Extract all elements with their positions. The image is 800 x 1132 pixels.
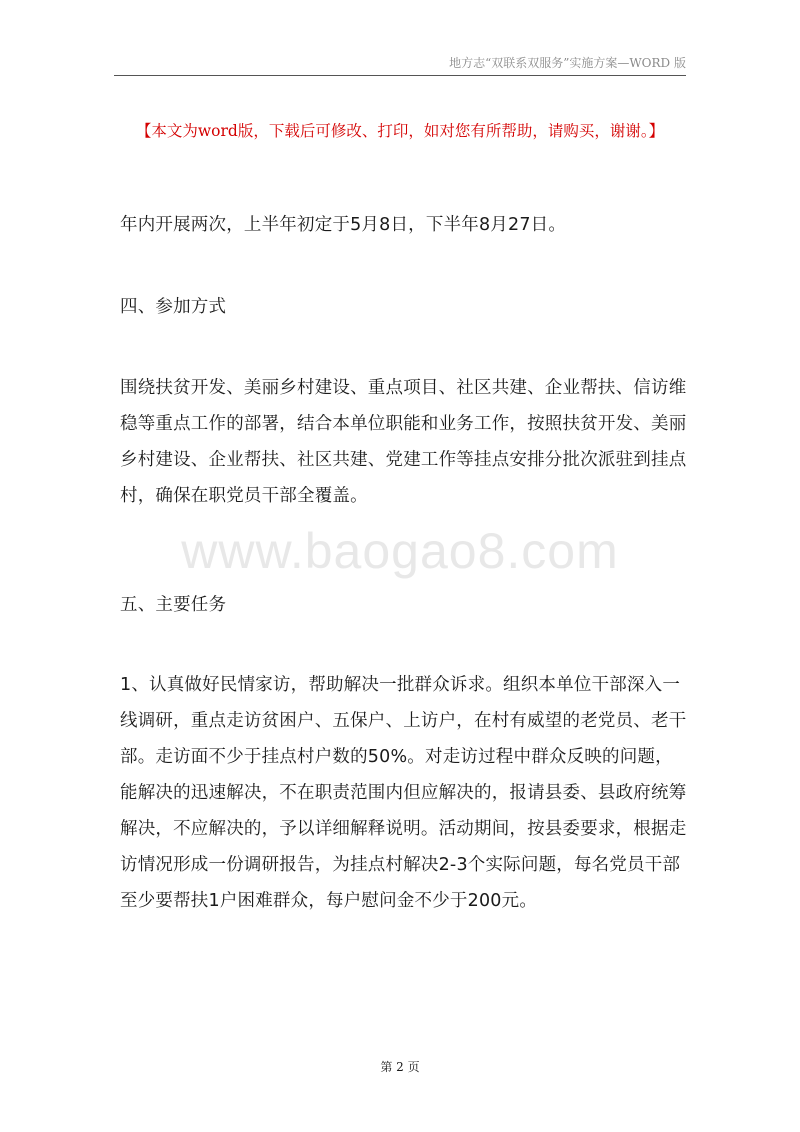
section-heading-main-tasks: 五、主要任务 [120, 595, 227, 615]
header-title: 地方志“双联系双服务”实施方案—WORD 版 [449, 56, 686, 70]
section-heading-participation: 四、参加方式 [120, 297, 227, 317]
page-number: 第 2 页 [380, 1060, 420, 1074]
paragraph-schedule: 年内开展两次，上半年初定于5月8日，下半年8月27日。 [120, 215, 567, 235]
header-divider [114, 75, 686, 76]
paragraph-task-1: 1、认真做好民情家访，帮助解决一批群众诉求。组织本单位干部深入一线调研，重点走访贫困户、五保户、上访户，在村有威望的老党员、老干部。走访面不少于挂点村户数的50%。对走访过程中群众反映的问题，能解决的迅速解决，不在职责范围内但应解决的，报请县委、县政府统筹解决，不应解决的，予以详细解释说明。活动期间，按县委要求，根据走访情况形成一份调研报告，为挂点村解决2-3个实际问题，每名党员干部至少要帮扶1户困难群众，每户慰问金不少于200元。 [120, 675, 687, 911]
paragraph-participation: 围绕扶贫开发、美丽乡村建设、重点项目、社区共建、企业帮扶、信访维稳等重点工作的部署，结合本单位职能和业务工作，按照扶贫开发、美丽乡村建设、企业帮扶、社区共建、党建工作等挂点安排分批次派驻到挂点村，确保在职党员干部全覆盖。 [120, 378, 687, 506]
purchase-notice: 【本文为word版，下载后可修改、打印，如对您有所帮助，请购买，谢谢。】 [135, 122, 665, 140]
watermark: www.baogao8.com [181, 523, 619, 579]
